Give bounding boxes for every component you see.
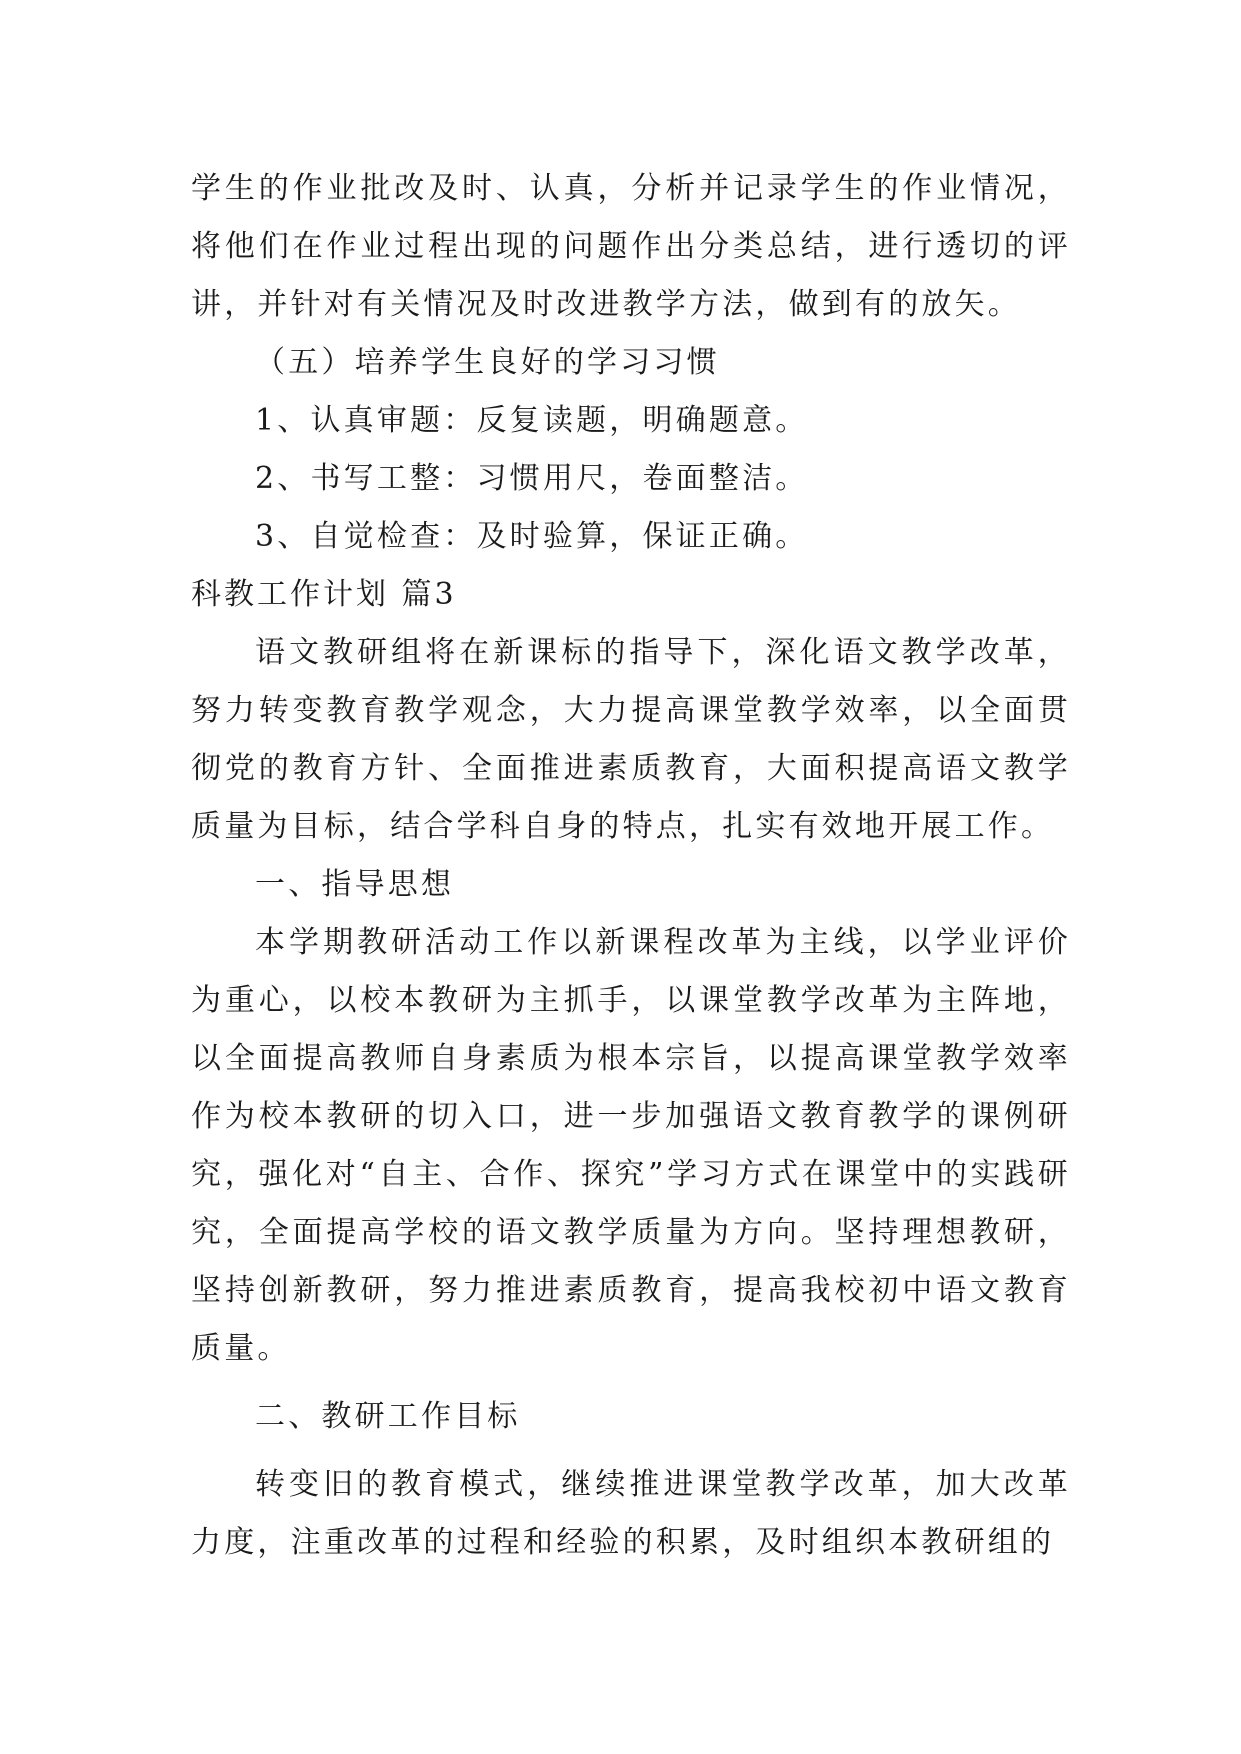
list-item-self-check: 3、自觉检查：及时验算，保证正确。 — [255, 519, 809, 554]
list-item-neat-writing: 2、书写工整：习惯用尺，卷面整洁。 — [255, 461, 809, 496]
document-section-title: 科教工作计划 篇3 — [191, 577, 457, 612]
paragraph-spacer — [191, 1378, 1071, 1388]
paragraph-research-goals: 转变旧的教育模式，继续推进课堂教学改革，加大改革力度，注重改革的过程和经验的积累，及时组织本教研组的 — [191, 1467, 1071, 1560]
section-heading-research-goals: 二、教研工作目标 — [255, 1399, 521, 1434]
section-heading-study-habits: （五）培养学生良好的学习习惯 — [255, 345, 720, 380]
paragraph-spacer-2 — [191, 1446, 1071, 1456]
paragraph-guiding-ideology: 本学期教研活动工作以新课程改革为主线，以学业评价为重心，以校本教研为主抓手，以课堂教学改革为主阵地，以全面提高教师自身素质为根本宗旨，以提高课堂教学效率作为校本教研的切入口，进一步加强语文教育教学的课例研究，强化对“自主、合作、探究”学习方式在课堂中的实践研究，全面提高学校的语文教学质量为方向。坚持理想教研，坚持创新教研，努力推进素质教育，提高我校初中语文教育质量。 — [191, 925, 1071, 1366]
section-heading-guiding-ideology: 一、指导思想 — [255, 867, 455, 902]
list-item-read-carefully: 1、认真审题：反复读题，明确题意。 — [255, 403, 809, 438]
document-body — [191, 160, 1071, 1572]
paragraph-homework-grading: 学生的作业批改及时、认真，分析并记录学生的作业情况，将他们在作业过程出现的问题作出分类总结，进行透切的评讲，并针对有关情况及时改进教学方法，做到有的放矢。 — [191, 171, 1071, 322]
paragraph-intro: 语文教研组将在新课标的指导下，深化语文教学改革，努力转变教育教学观念，大力提高课堂教学效率，以全面贯彻党的教育方针、全面推进素质教育，大面积提高语文教学质量为目标，结合学科自身的特点，扎实有效地开展工作。 — [191, 635, 1071, 844]
